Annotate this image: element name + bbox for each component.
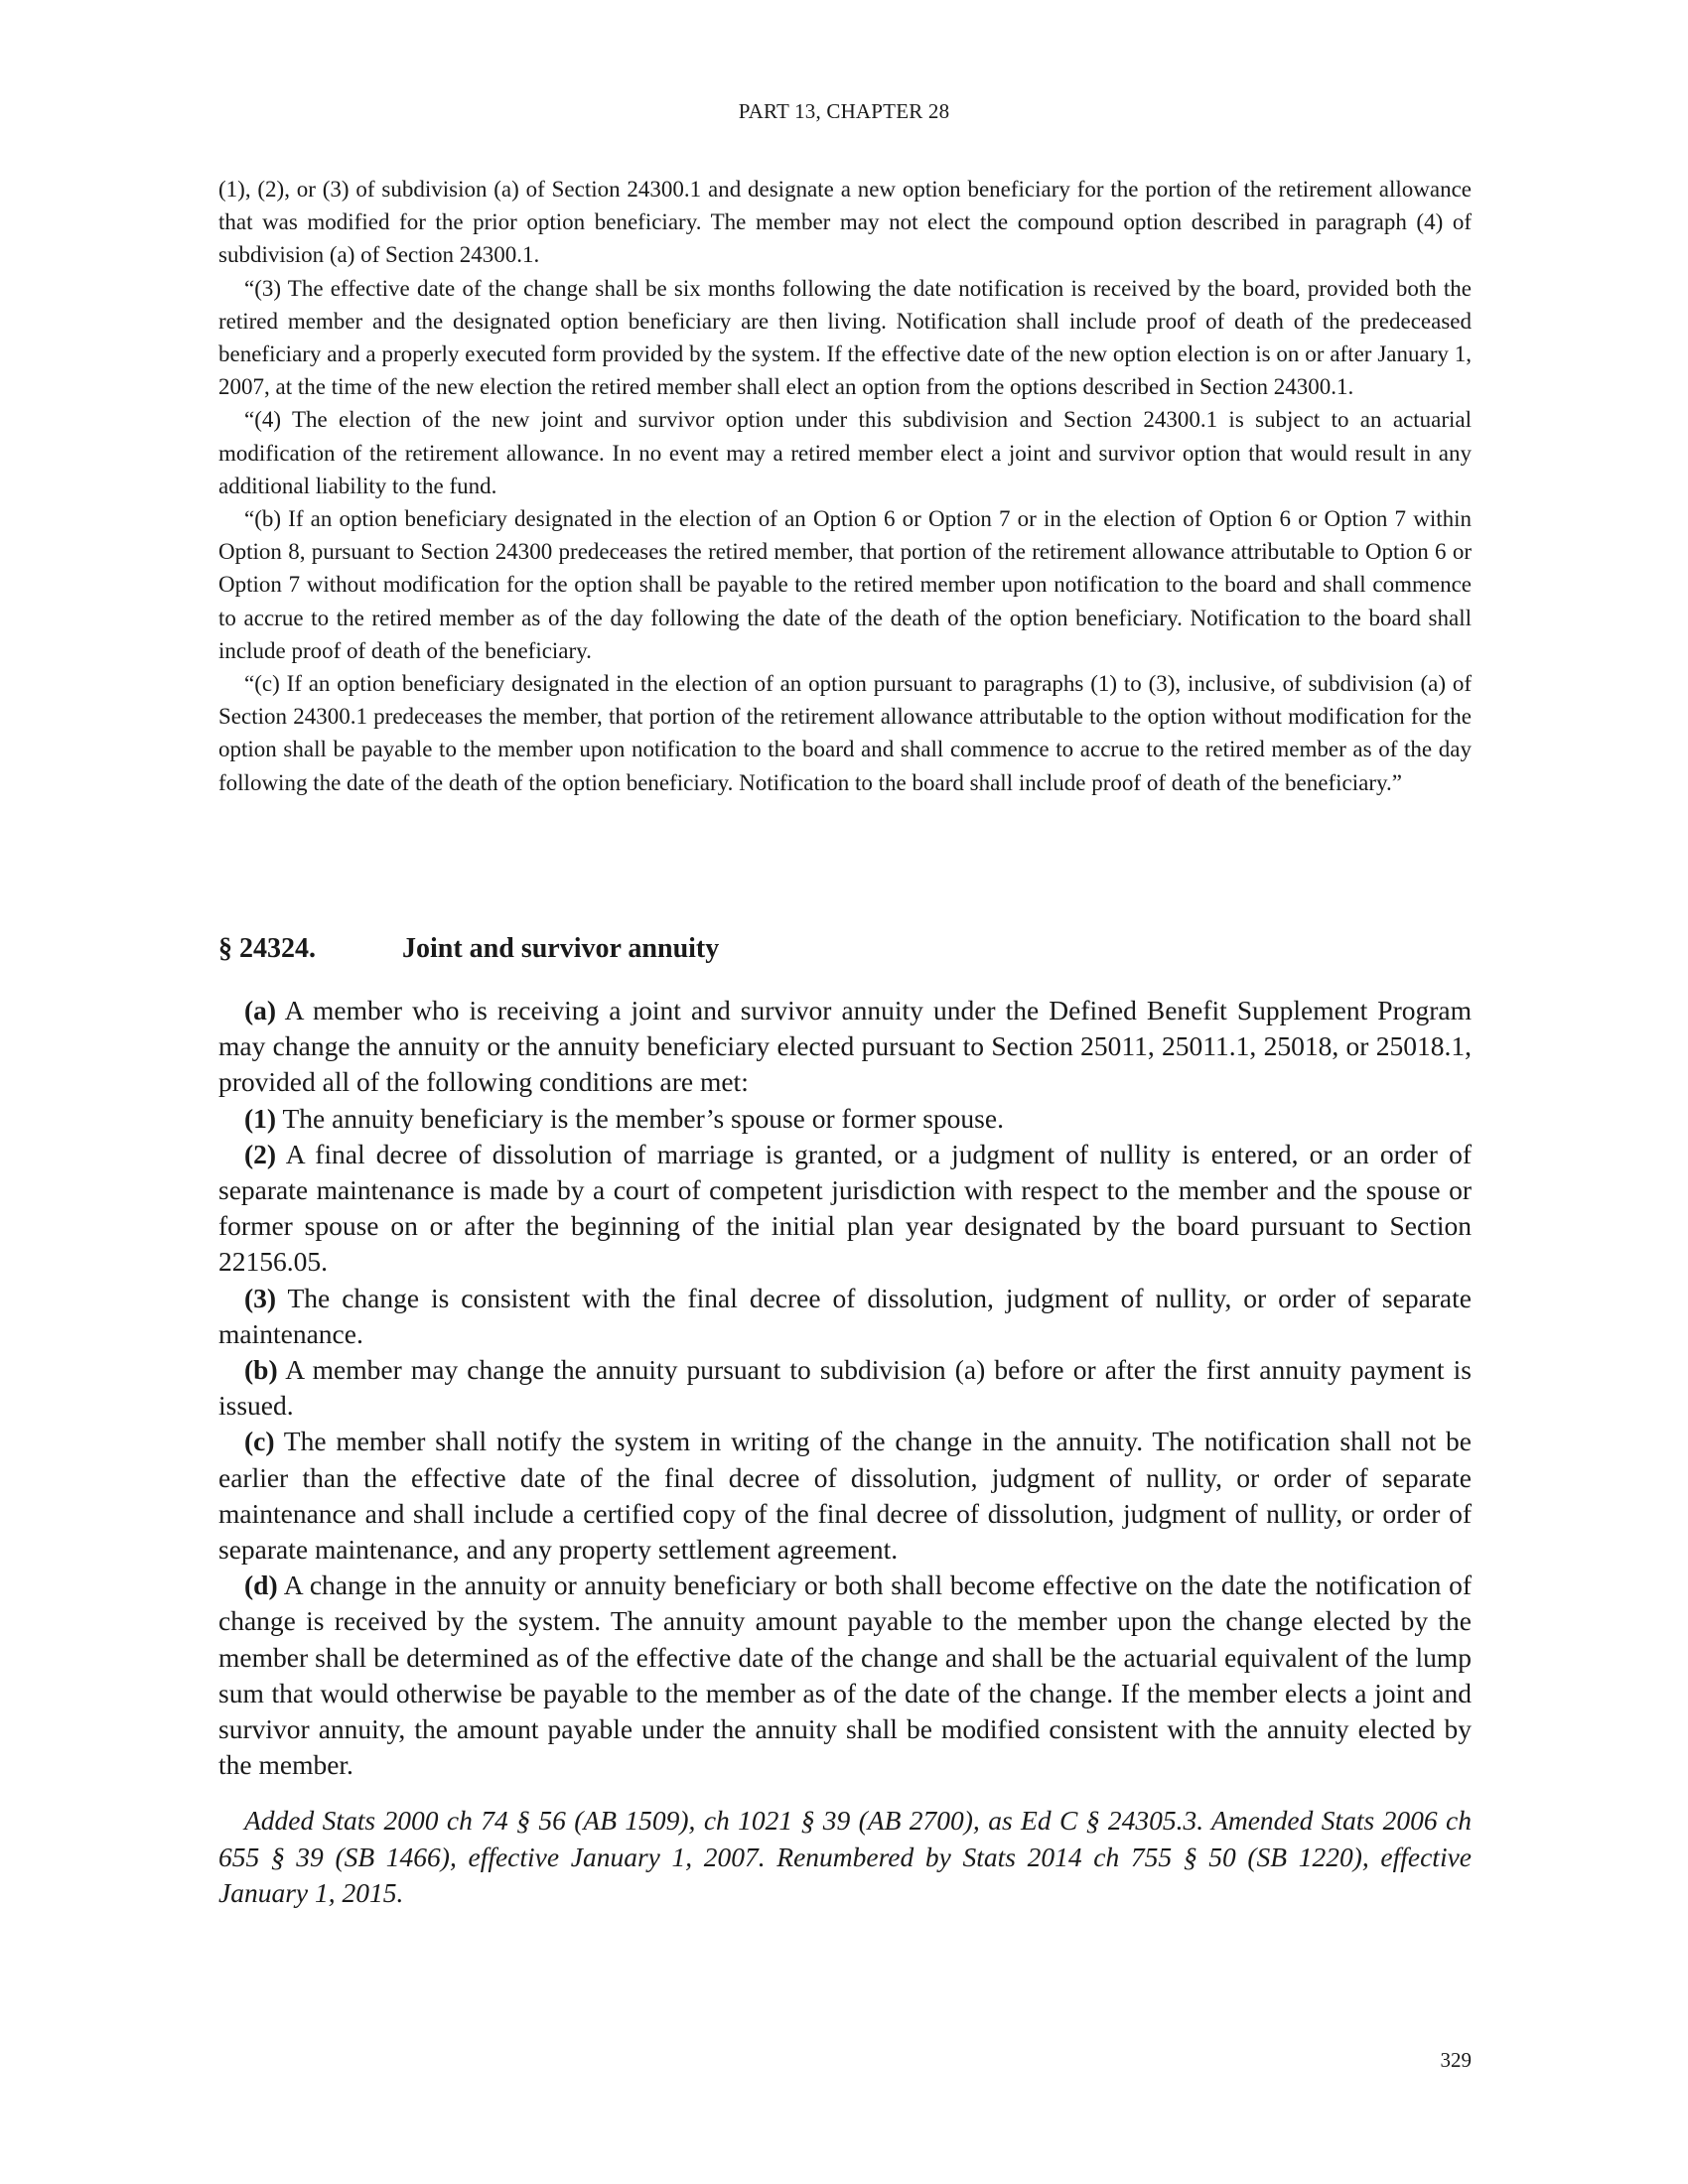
subdivision-paragraph	[218, 1281, 1472, 1352]
section-number: § 24324.	[218, 933, 316, 964]
subdivision-text: A member who is receiving a joint and survivor annuity under the Defined Benefit Supplement Program may change the annuity or the annuity beneficiary elected pursuant to Section 25011, 25011.1, 25018, or 25018.1, provided all of the following conditions are met:	[218, 995, 1472, 1098]
subdivision-label: (c)	[244, 1426, 275, 1457]
subdivision-text: A member may change the annuity pursuant to subdivision (a) before or after the first annuity payment is issued.	[218, 1354, 1472, 1422]
subdivision-text: A final decree of dissolution of marriage is granted, or a judgment of nullity is entered, or an order of separate maintenance is made by a court of competent jurisdiction with respect to the member and the spouse or former spouse on or after the beginning of the initial plan year designated by the board pursuant to Section 22156.05.	[218, 1138, 1472, 1278]
subdivision-paragraph	[218, 1568, 1472, 1783]
subdivision-paragraph	[218, 1424, 1472, 1568]
intro-paragraph: “(b) If an option beneficiary designated in the election of an Option 6 or Option 7 or in the election of Option 6 or Option 7 within Option 8, pursuant to Section 24300 predeceases the retired member, that portion of the retirement allowance attributable to Option 6 or Option 7 without modification for the option shall be payable to the retired member upon notification to the board and shall commence to accrue to the retired member as of the day following the date of the death of the option beneficiary. Notification to the board shall include proof of death of the beneficiary.	[218, 506, 1472, 663]
subdivision-text: The annuity beneficiary is the member’s spouse or former spouse.	[276, 1102, 1004, 1134]
section-body	[218, 993, 1472, 1911]
subdivision-label: (1)	[244, 1102, 277, 1134]
continued-text-block	[218, 173, 1472, 799]
subdivision-label: (3)	[244, 1282, 277, 1313]
subdivision-label: (a)	[244, 995, 277, 1025]
subdivision-paragraph	[218, 1137, 1472, 1281]
subdivision-paragraph	[218, 993, 1472, 1101]
legislative-history-note: Added Stats 2000 ch 74 § 56 (AB 1509), ch 1021 § 39 (AB 2700), as Ed C § 24305.3. Amended Stats 2006 ch 655 § 39 (SB 1466), effective January 1, 2007. Renumbered by Stats 2014 ch 755 § 50 (SB 1220), effective January 1, 2015.	[218, 1805, 1472, 1908]
intro-paragraph: “(c) If an option beneficiary designated in the election of an option pursuant to paragraphs (1) to (3), inclusive, of subdivision (a) of Section 24300.1 predeceases the member, that portion of the retirement allowance attributable to the option without modification for the option shall be payable to the member upon notification to the board and shall commence to accrue to the retired member as of the day following the date of the death of the option beneficiary. Notification to the board shall include proof of death of the beneficiary.”	[218, 671, 1472, 795]
intro-paragraph: “(4) The election of the new joint and survivor option under this subdivision and Section 24300.1 is subject to an actuarial modification of the retirement allowance. In no event may a retired member elect a joint and survivor option that would result in any additional liability to the fund.	[218, 407, 1472, 498]
subdivision-text: The member shall notify the system in writing of the change in the annuity. The notification shall not be earlier than the effective date of the final decree of dissolution, judgment of nullity, or order of separate maintenance and shall include a certified copy of the final decree of dissolution, judgment of nullity, or order of separate maintenance, and any property settlement agreement.	[218, 1426, 1472, 1566]
subdivision-text: A change in the annuity or annuity beneficiary or both shall become effective on the date the notification of change is received by the system. The annuity amount payable to the member upon the change elected by the member shall be determined as of the effective date of the change and shall be the actuarial equivalent of the lump sum that would otherwise be payable to the member as of the date of the change. If the member elects a joint and survivor annuity, the amount payable under the annuity shall be modified consistent with the annuity elected by the member.	[218, 1570, 1472, 1781]
intro-paragraph: “(3) The effective date of the change shall be six months following the date notification is received by the board, provided both the retired member and the designated option beneficiary are then living. Notification shall include proof of death of the predeceased beneficiary and a properly executed form provided by the system. If the effective date of the new option election is on or after January 1, 2007, at the time of the new election the retired member shall elect an option from the options described in Section 24300.1.	[218, 275, 1472, 400]
subdivision-paragraph	[218, 1352, 1472, 1424]
subdivision-label: (2)	[244, 1138, 277, 1169]
intro-paragraph: (1), (2), or (3) of subdivision (a) of Section 24300.1 and designate a new option beneficiary for the portion of the retirement allowance that was modified for the prior option beneficiary. The member may not elect the compound option described in paragraph (4) of subdivision (a) of Section 24300.1.	[218, 177, 1472, 268]
section-title: Joint and survivor annuity	[402, 933, 720, 964]
page-number: 329	[1440, 2048, 1472, 2072]
subdivision-paragraph	[218, 1101, 1472, 1137]
running-head: PART 13, CHAPTER 28	[738, 99, 950, 123]
subdivision-label: (b)	[244, 1354, 278, 1386]
section-heading	[218, 933, 719, 965]
subdivision-label: (d)	[244, 1570, 278, 1601]
subdivision-text: The change is consistent with the final decree of dissolution, judgment of nullity, or order of separate maintenance.	[218, 1282, 1472, 1349]
